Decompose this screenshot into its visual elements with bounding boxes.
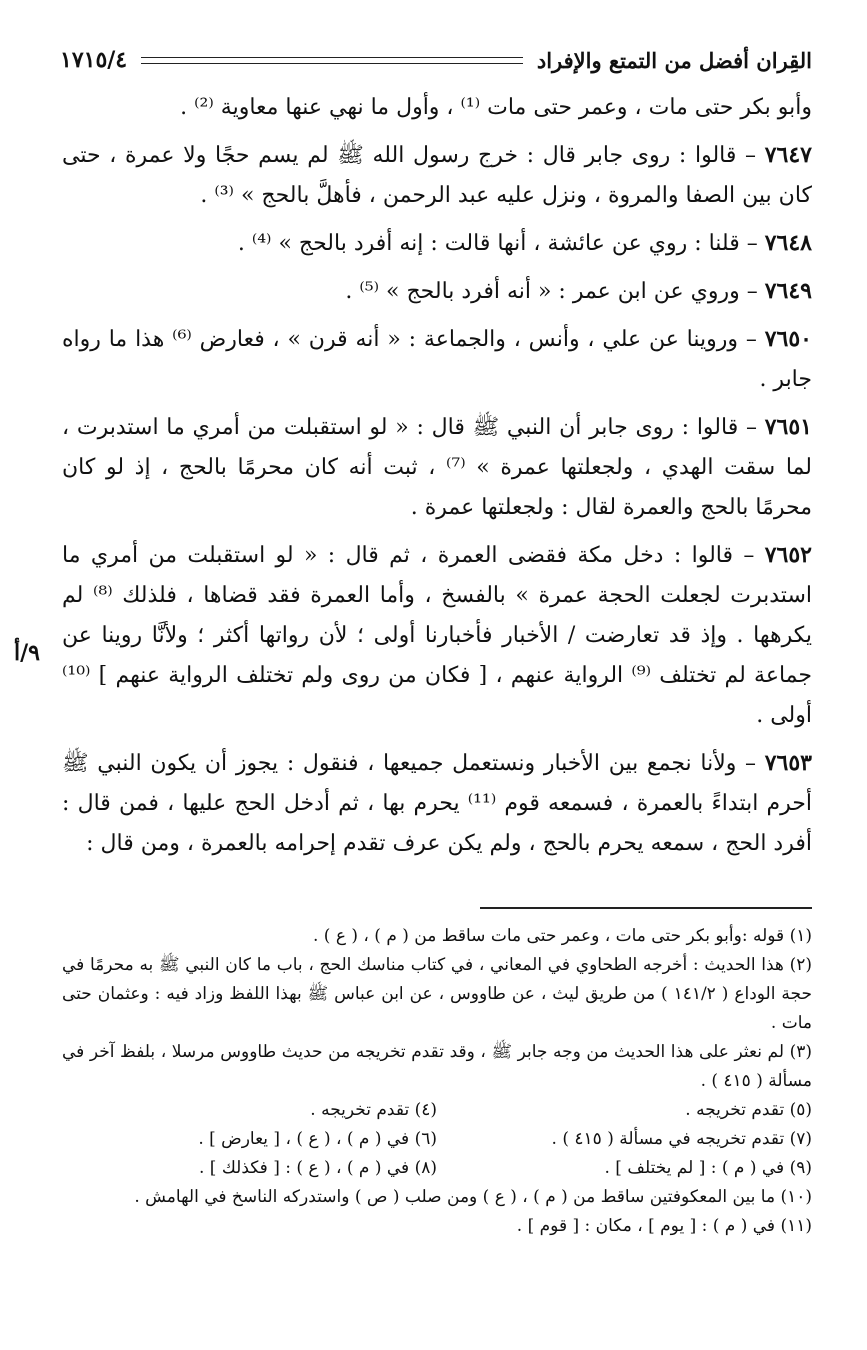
footnote-row xyxy=(62,1154,812,1183)
header-rule xyxy=(141,57,523,64)
footnote: (١١) في ( م ) : [ يوم ] ، مكان : [ قوم ] . xyxy=(516,1216,812,1236)
footnote: (٩) في ( م ) : [ لم يختلف ] . xyxy=(604,1158,812,1178)
paragraph-text: – قالوا : روى جابر قال : خرج رسول الله ﷺ لم يسم حجًا ولا عمرة ، حتى كان بين الصفا والمروة ، ونزل عليه عبد الرحمن ، فأهلَّ بالحج » ⁽³⁾ . xyxy=(62,143,812,208)
running-header xyxy=(60,40,812,80)
footnote-row xyxy=(62,1125,812,1154)
paragraph-number: ٧٦٤٧ xyxy=(764,142,812,168)
paragraph xyxy=(62,88,812,128)
footnote: (٣) لم نعثر على هذا الحديث من وجه جابر ﷺ ، وقد تقدم تخريجه من حديث طاووس مرسلا ، بلفظ آخر في مسألة ( ٤١٥ ) . xyxy=(62,1042,812,1091)
paragraph-number: ٧٦٤٩ xyxy=(764,278,812,304)
paragraph-number: ٧٦٥٢ xyxy=(764,542,812,568)
paragraph xyxy=(62,271,812,312)
footnote: (٢) هذا الحديث : أخرجه الطحاوي في المعاني ، في كتاب مناسك الحج ، باب ما كان النبي ﷺ به محرمًا في حجة الوداع ( ١٤١/٢ ) من طريق ليث ، عن طاووس ، عن ابن عباس ﷺ بهذا اللفظ وزاد فيه : وعثمان حتى مات . xyxy=(62,955,812,1033)
paragraph-number: ٧٦٤٨ xyxy=(764,230,812,256)
footnotes xyxy=(62,922,812,1241)
footnote: (٥) تقدم تخريجه . xyxy=(685,1100,812,1120)
paragraph-number: ٧٦٥٣ xyxy=(764,750,812,776)
footnote-separator xyxy=(480,907,812,909)
paragraph-text: – قلنا : روي عن عائشة ، أنها قالت : إنه أفرد بالحج » ⁽⁴⁾ . xyxy=(237,231,765,256)
paragraph-text: – وروينا عن علي ، وأنس ، والجماعة : « أنه قرن » ، فعارض ⁽⁶⁾ هذا ما رواه جابر . xyxy=(62,327,812,392)
paragraph xyxy=(62,319,812,400)
footnote: (٦) في ( م ) ، ( ع ) ، [ يعارض ] . xyxy=(198,1129,437,1149)
paragraph-text: – قالوا : روى جابر أن النبي ﷺ قال : « لو استقبلت من أمري ما استدبرت ، لما سقت الهدي ، ولجعلتها عمرة » ⁽⁷⁾ ، ثبت أنه كان محرمًا بالحج ، إذ لو كان محرمًا بالحج والعمرة لقال : ولجعلتها عمرة . xyxy=(62,415,812,520)
page-number: ١٧١٥/٤ xyxy=(60,47,128,73)
paragraph-number: ٧٦٥١ xyxy=(764,414,812,440)
footnote: (٤) تقدم تخريجه . xyxy=(310,1100,437,1120)
paragraph xyxy=(62,135,812,216)
header-title: القِران أفضل من التمتع والإفراد xyxy=(536,47,812,73)
paragraph-text: – ولأنا نجمع بين الأخبار ونستعمل جميعها ، فنقول : يجوز أن يكون النبي ﷺ أحرم ابتداءً بالعمرة ، فسمعه قوم ⁽¹¹⁾ يحرم بها ، ثم أدخل الحج عليها ، فمن قال : أفرد الحج ، سمعه يحرم بالحج ، ولم يكن عرف تقدم إحرامه بالعمرة ، ومن قال : xyxy=(62,751,812,856)
paragraph-text: وأبو بكر حتى مات ، وعمر حتى مات ⁽¹⁾ ، وأول ما نهي عنها معاوية ⁽²⁾ . xyxy=(180,95,812,120)
paragraph-number: ٧٦٥٠ xyxy=(764,326,812,352)
main-text xyxy=(62,88,812,871)
footnote: (١) قوله :وأبو بكر حتى مات ، وعمر حتى مات ساقط من ( م ) ، ( ع ) . xyxy=(312,926,812,946)
paragraph xyxy=(62,407,812,528)
footnote: (١٠) ما بين المعكوفتين ساقط من ( م ) ، ( ع ) ومن صلب ( ص ) واستدركه الناسخ في الهامش . xyxy=(134,1187,812,1207)
paragraph xyxy=(62,223,812,264)
footnote-row xyxy=(62,1096,812,1125)
paragraph-text: – وروي عن ابن عمر : « أنه أفرد بالحج » ⁽⁵⁾ . xyxy=(345,279,765,304)
footnote: (٨) في ( م ) ، ( ع ) : [ فكذلك ] . xyxy=(199,1158,437,1178)
folio-margin-note: ٩/أ xyxy=(14,640,40,666)
paragraph xyxy=(62,535,812,736)
footnote: (٧) تقدم تخريجه في مسألة ( ٤١٥ ) . xyxy=(551,1129,812,1149)
paragraph xyxy=(62,743,812,864)
paragraph-text: – قالوا : دخل مكة فقضى العمرة ، ثم قال : « لو استقبلت من أمري ما استدبرت لجعلت الحجة عمرة » بالفسخ ، وأما العمرة فقد قضاها ، فلذلك ⁽⁸⁾ لم يكرهها . وإذ قد تعارضت / الأخبار فأخبارنا أولى ؛ لأن رواتها أكثر ؛ ولأنَّا روينا عن جماعة لم تختلف ⁽⁹⁾ الرواية عنهم ، [ فكان من روى ولم تختلف الرواية عنهم ] ⁽¹⁰⁾ أولى . xyxy=(62,543,812,728)
